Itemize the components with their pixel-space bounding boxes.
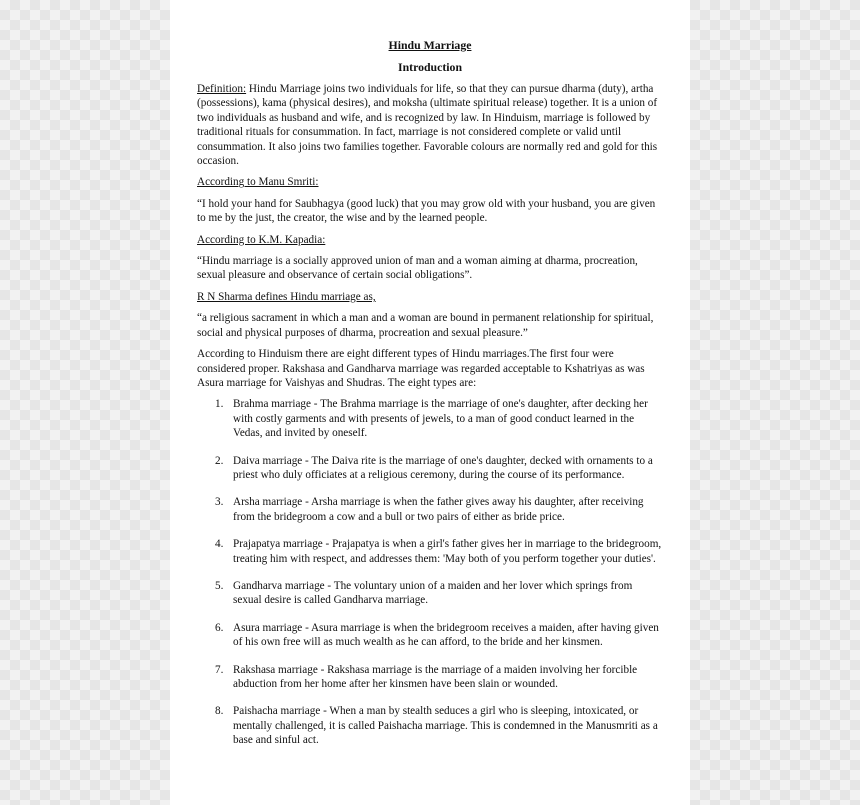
- list-text: Rakshasa marriage - Rakshasa marriage is the marriage of a maiden involving her forcible abduction from her home after her kinsmen have been slain or wounded.: [233, 663, 638, 690]
- list-item: [197, 495, 663, 524]
- list-number: 8.: [215, 705, 224, 718]
- manu-heading: According to Manu Smriti:: [197, 176, 319, 189]
- list-number: 4.: [215, 538, 224, 551]
- document-content: [197, 36, 663, 761]
- list-item: [197, 579, 663, 608]
- list-item: [197, 397, 663, 440]
- list-text: Gandharva marriage - The voluntary union of a maiden and her lover which springs from sexual desire is called Gandharva marriage.: [233, 579, 633, 607]
- list-item: [197, 621, 663, 650]
- list-text: Asura marriage - Asura marriage is when the bridegroom receives a maiden, after having given of his own free will as much wealth as he can afford, to the bride and her kinsmen.: [233, 621, 659, 649]
- list-item: [197, 537, 663, 566]
- list-text: Paishacha marriage - When a man by stealth seduces a girl who is sleeping, intoxicated, or mentally challenged, it is called Paishacha marriage. This is condemned in the Manusmriti as a base and sinful act.: [233, 705, 658, 747]
- list-number: 2.: [215, 454, 224, 467]
- types-intro: According to Hinduism there are eight different types of Hindu marriages.The first four were considered proper. Rakshasa and Gandharva marriage was regarded acceptable to Kshatriyas as was Asura marriage for Vaishyas and Shudras. The eight types are:: [197, 348, 645, 389]
- list-text: Arsha marriage - Arsha marriage is when the father gives away his daughter, after receiving from the bridegroom a cow and a bull or two pairs of either as bride price.: [233, 496, 644, 523]
- definition-label: Definition:: [197, 83, 247, 95]
- kapadia-heading: According to K.M. Kapadia:: [197, 233, 326, 246]
- marriage-types-list: [197, 397, 663, 747]
- kapadia-quote: “Hindu marriage is a socially approved union of man and a woman aiming at dharma, procreation, sexual pleasure and observance of certain social obligations”.: [197, 255, 638, 282]
- list-number: 6.: [215, 621, 224, 634]
- manu-quote: “I hold your hand for Saubhagya (good luck) that you may grow old with your husband, you are given to me by the just, the creator, the wise and by the learned people.: [197, 197, 656, 225]
- list-text: Brahma marriage - The Brahma marriage is the marriage of one's daughter, after decking her with costly garments and with presents of jewels, to a man of good conduct learned in the Vedas, and invited by oneself.: [233, 398, 648, 440]
- list-item: [197, 704, 663, 747]
- document-page: [170, 0, 690, 805]
- document-title: Hindu Marriage: [388, 38, 472, 52]
- list-item: [197, 454, 663, 483]
- list-number: 7.: [215, 663, 224, 676]
- list-number: 3.: [215, 496, 224, 509]
- definition-text: Hindu Marriage joins two individuals for life, so that they can pursue dharma (duty), artha (possessions), kama (physical desires), and moksha (ultimate spiritual release) together. It is a union of two individuals as husband and wife, and is recognized by law. In Hinduism, marriage is followed by traditional rituals for consummation. In fact, marriage is not considered complete or valid until consummation. It also joins two families together. Favorable colours are normally red and gold for this occasion.: [197, 83, 658, 168]
- list-text: Daiva marriage - The Daiva rite is the marriage of one's daughter, decked with ornaments to a priest who duly officiates at a religious ceremony, during the course of its performance.: [233, 454, 653, 481]
- list-number: 5.: [215, 579, 224, 592]
- definition-paragraph: [197, 82, 663, 168]
- list-number: 1.: [215, 398, 224, 411]
- sharma-heading: R N Sharma defines Hindu marriage as,: [197, 290, 376, 303]
- document-subtitle: Introduction: [397, 60, 463, 74]
- list-item: [197, 663, 663, 692]
- list-text: Prajapatya marriage - Prajapatya is when a girl's father gives her in marriage to the bridegroom, treating him with respect, and addresses them: 'May both of you perform together your duties'.: [233, 538, 662, 565]
- sharma-quote: “a religious sacrament in which a man and a woman are bound in permanent relationship for spiritual, social and physical purposes of dharma, procreation and sexual pleasure.”: [197, 312, 654, 339]
